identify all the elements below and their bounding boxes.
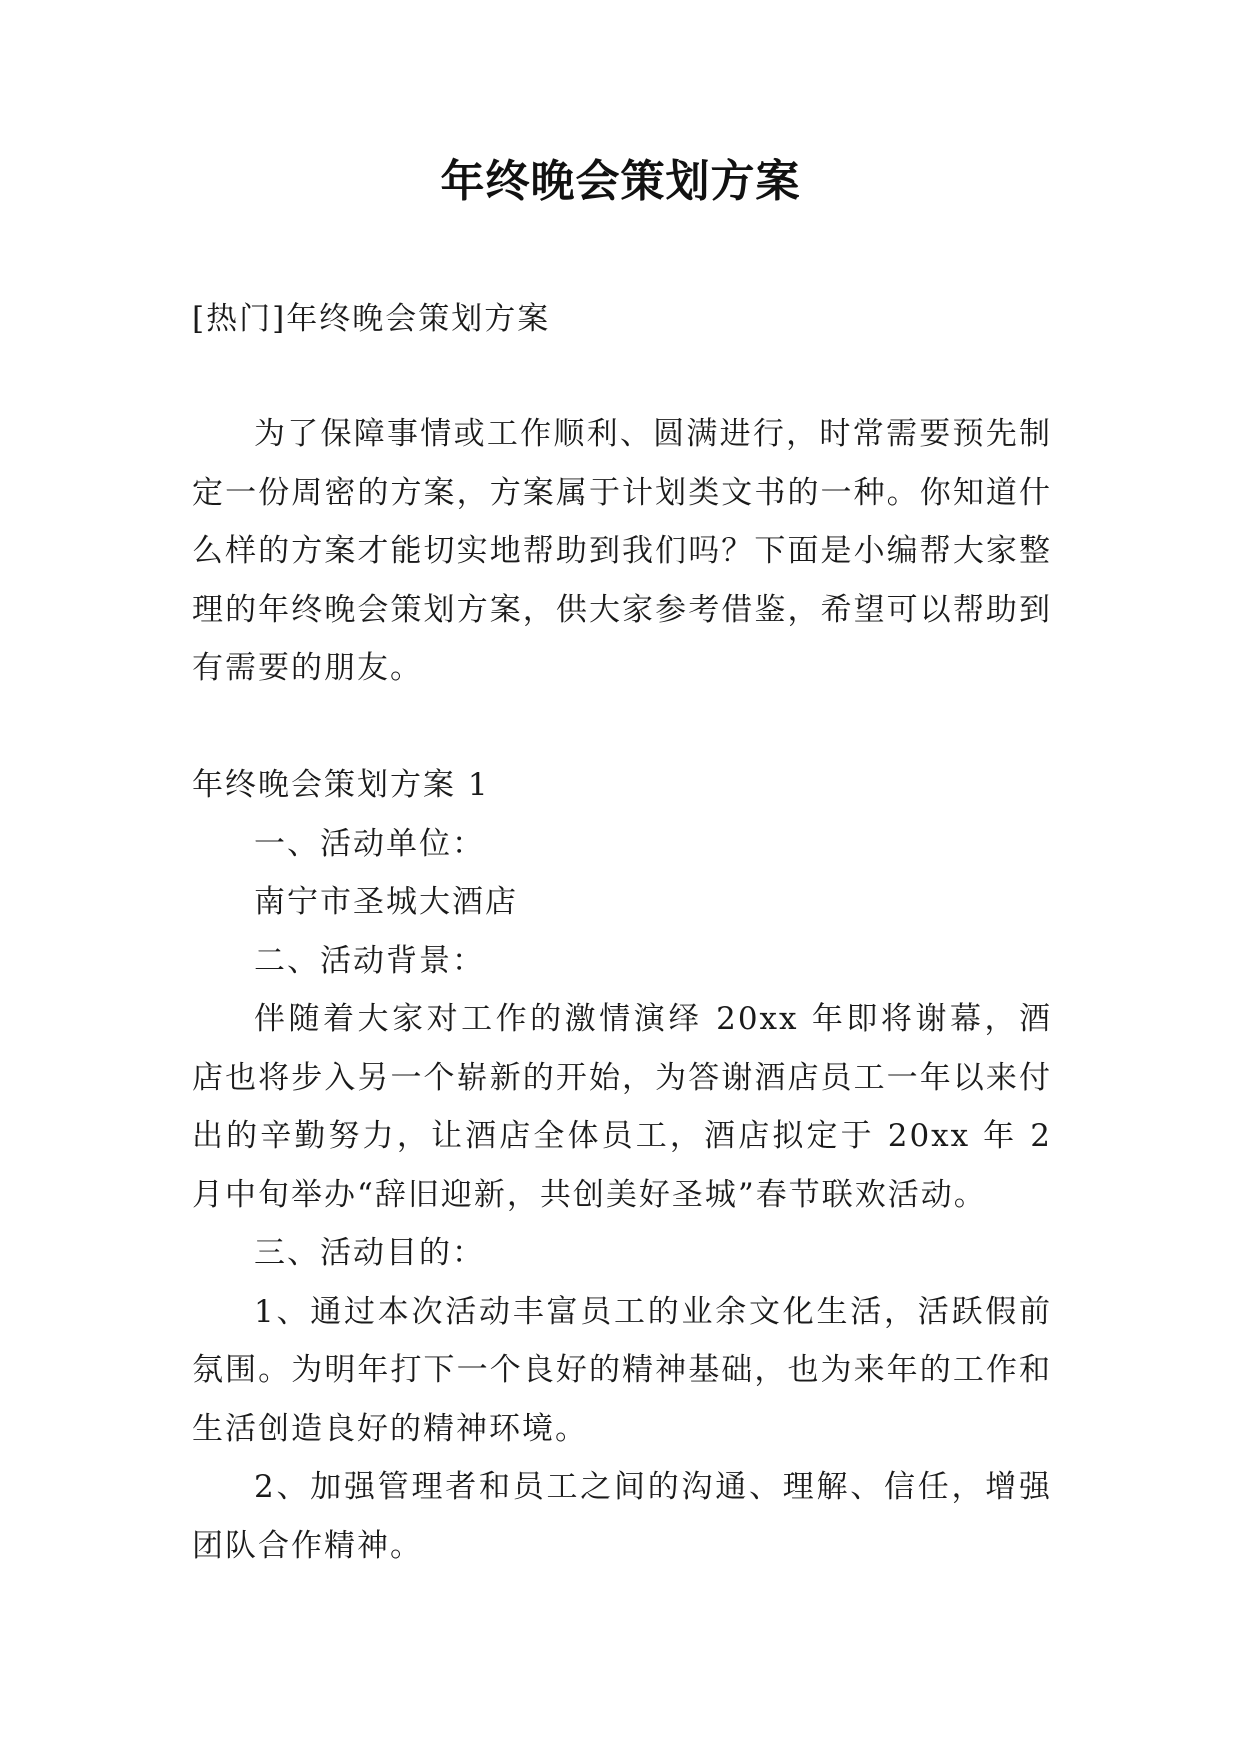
document-body [192,756,1052,1575]
intro-paragraph: 为了保障事情或工作顺利、圆满进行，时常需要预先制定一份周密的方案，方案属于计划类文书的一种。你知道什么样的方案才能切实地帮助到我们吗？下面是小编帮大家整理的年终晚会策划方案，供大家参考借鉴，希望可以帮助到有需要的朋友。 [192,416,1052,686]
paragraph-background-heading: 二、活动背景： [254,942,485,979]
paragraph-purpose-2: 2、加强管理者和员工之间的沟通、理解、信任，增强团队合作精神。 [192,1469,1052,1564]
paragraph-purpose-heading: 三、活动目的： [254,1235,485,1271]
paragraph-purpose-1: 1、通过本次活动丰富员工的业余文化生活，活跃假前氛围。为明年打下一个良好的精神基础，也为来年的工作和生活创造良好的精神环境。 [192,1293,1052,1447]
section-heading: 年终晚会策划方案 1 [192,767,490,803]
paragraph-background: 伴随着大家对工作的激情演绎 20xx 年即将谢幕，酒店也将步入另一个崭新的开始，为答谢酒店员工一年以来付出的辛勤努力，让酒店全体员工，酒店拟定于 20xx 年 2 月中旬举办“辞旧迎新，共创美好圣城”春节联欢活动。 [192,1001,1052,1213]
document-title: 年终晚会策划方案 [440,156,801,207]
paragraph-activity-unit-heading: 一、活动单位： [254,825,485,862]
document-subtitle: [热门]年终晚会策划方案 [192,301,551,337]
paragraph-activity-unit: 南宁市圣城大酒店 [254,884,518,920]
